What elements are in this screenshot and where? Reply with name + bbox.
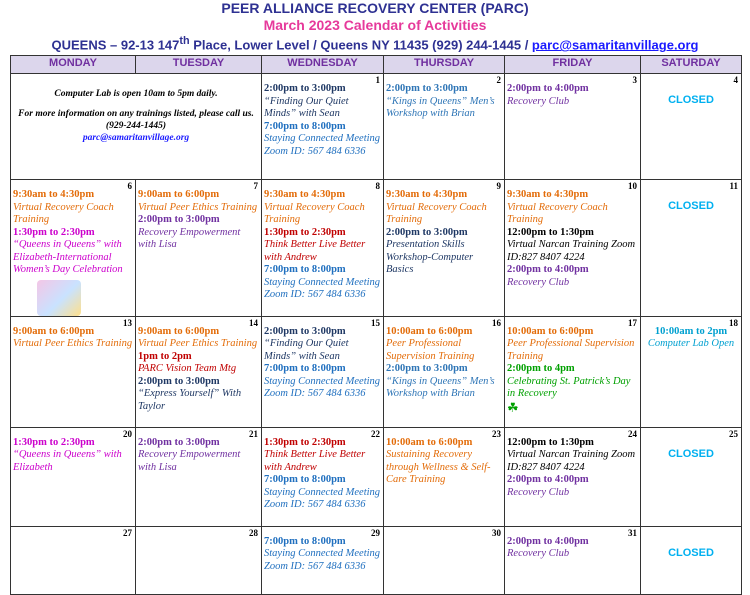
- event: [507, 474, 638, 499]
- day-number: 14: [249, 317, 258, 328]
- event-time: 10:00am to 6:00pm: [386, 325, 473, 337]
- celebration-image: [37, 280, 81, 316]
- weekday-header-row: [11, 56, 742, 74]
- event: [264, 189, 381, 227]
- day-number: 15: [371, 317, 380, 328]
- day-number: 8: [375, 181, 380, 191]
- event-title: “Kings in Queens” Men’s Workshop with Brian: [386, 375, 495, 399]
- day-number: 7: [253, 181, 258, 191]
- day-number: 28: [249, 527, 258, 538]
- event-title: Staying Connected Meeting Zoom ID: 567 484 6336: [264, 276, 381, 300]
- event-title: “Queens in Queens” with Elizabeth-International Women’s Day Celebration: [13, 239, 123, 275]
- event-title: Presentation Skills Workshop-Computer Basics: [386, 239, 474, 275]
- event: [507, 437, 638, 475]
- event-time: 2:00pm to 4:00pm: [507, 264, 589, 275]
- event: [13, 189, 133, 227]
- event-title: Recovery Club: [507, 95, 570, 107]
- event: [138, 351, 259, 376]
- event: [507, 363, 638, 401]
- event-time: 1:30pm to 2:30pm: [13, 436, 95, 448]
- event-title: Staying Connected Meeting Zoom ID: 567 484 6336: [264, 548, 381, 572]
- event-time: 10:00am to 2pm: [654, 325, 728, 337]
- event-title: Virtual Recovery Coach Training: [264, 201, 365, 225]
- event: [138, 437, 259, 475]
- event-title: Staying Connected Meeting Zoom ID: 567 484 6336: [264, 133, 381, 157]
- day-cell: [384, 427, 505, 526]
- event-title: Recovery Empowerment with Lisa: [138, 449, 241, 473]
- event-title: Virtual Narcan Training Zoom ID:827 8407 4224: [507, 239, 636, 263]
- day-number: 30: [492, 527, 501, 538]
- event-time: 7:00pm to 8:00pm: [264, 474, 346, 485]
- event: [643, 326, 739, 351]
- day-number: 21: [249, 428, 258, 439]
- event-time: 2:00pm to 3:00pm: [386, 226, 468, 238]
- day-number: 24: [628, 428, 637, 439]
- day-saturday: SATURDAY: [641, 56, 742, 74]
- event-time: 9:30am to 4:30pm: [386, 189, 468, 200]
- event-time: 9:30am to 4:30pm: [507, 189, 589, 200]
- phone-text: (929-244-1445): [105, 121, 167, 131]
- event-title: Computer Lab Open: [647, 338, 735, 349]
- event-title: “Finding Our Quiet Minds” with Sean: [264, 338, 349, 362]
- day-tuesday: TUESDAY: [136, 56, 262, 74]
- day-number: 18: [729, 317, 738, 328]
- day-cell: [262, 180, 384, 317]
- event-time: 9:00am to 6:00pm: [138, 325, 220, 337]
- day-cell: [384, 180, 505, 317]
- day-cell: [505, 316, 641, 427]
- event-title: Virtual Recovery Coach Training: [13, 201, 114, 225]
- event-time: 7:00pm to 8:00pm: [264, 535, 346, 547]
- day-friday: FRIDAY: [505, 56, 641, 74]
- day-cell: [136, 526, 262, 594]
- shamrock-icon: ☘: [507, 399, 519, 415]
- event-title: Think Better Live Better with Andrew: [264, 239, 366, 263]
- address-part: QUEENS – 92-13 147: [51, 37, 180, 53]
- event-time: 2:00pm to 3:00pm: [264, 83, 346, 94]
- event-title: Recovery Empowerment with Lisa: [138, 226, 241, 250]
- event: [264, 474, 381, 512]
- week-row: [11, 526, 742, 594]
- day-cell: [262, 427, 384, 526]
- event-title: Recovery Club: [507, 548, 570, 559]
- event: [13, 437, 133, 475]
- event-title: Peer Professional Supervision Training: [386, 338, 475, 362]
- event-title: Virtual Recovery Coach Training: [386, 201, 487, 225]
- event: [264, 437, 381, 475]
- event-time: 2:00pm to 3:00pm: [138, 214, 220, 225]
- event: [264, 326, 381, 364]
- event-time: 2:00pm to 3:00pm: [264, 325, 346, 337]
- event: [13, 227, 133, 277]
- day-cell: [505, 427, 641, 526]
- day-cell: [505, 180, 641, 317]
- event-time: 7:00pm to 8:00pm: [264, 363, 346, 374]
- day-cell: [384, 74, 505, 180]
- day-number: 11: [729, 181, 738, 191]
- calendar-title: March 2023 Calendar of Activities: [263, 17, 487, 33]
- day-number: 6: [127, 181, 132, 191]
- event-time: 2:00pm to 4pm: [507, 363, 575, 374]
- event: [264, 536, 381, 574]
- event-time: 9:30am to 4:30pm: [264, 189, 346, 200]
- event: [507, 189, 638, 227]
- day-cell: [384, 526, 505, 594]
- event-title: Think Better Live Better with Andrew: [264, 449, 366, 473]
- day-thursday: THURSDAY: [384, 56, 505, 74]
- event-title: “Finding Our Quiet Minds” with Sean: [264, 95, 349, 119]
- week-row: [11, 74, 742, 180]
- event-title: Recovery Club: [507, 276, 570, 288]
- day-number: 25: [729, 428, 738, 439]
- day-cell: [641, 180, 742, 317]
- day-cell: [136, 427, 262, 526]
- event: [507, 227, 638, 265]
- event: [386, 227, 502, 277]
- day-number: 9: [496, 181, 501, 191]
- day-cell: [641, 316, 742, 427]
- event-title: Virtual Narcan Training Zoom ID:827 8407 4224: [507, 449, 636, 473]
- event-time: 2:00pm to 4:00pm: [507, 474, 589, 485]
- event-time: 9:00am to 6:00pm: [138, 189, 220, 200]
- event-time: 7:00pm to 8:00pm: [264, 264, 346, 275]
- day-cell: [262, 316, 384, 427]
- email-link[interactable]: parc@samaritanvillage.org: [531, 37, 699, 53]
- day-cell: [11, 180, 136, 317]
- event-time: 2:00pm to 3:00pm: [386, 83, 468, 94]
- day-number: 10: [628, 181, 637, 191]
- address-part-2: Place, Lower Level / Queens NY 11435 (929) 244-1445 /: [189, 37, 532, 53]
- day-cell: [11, 427, 136, 526]
- event-title: Virtual Recovery Coach Training: [507, 201, 608, 225]
- day-number: 22: [371, 428, 380, 439]
- closed-label: CLOSED: [668, 200, 714, 212]
- org-name: PEER ALLIANCE RECOVERY CENTER (PARC): [221, 0, 529, 16]
- day-number: 20: [123, 428, 132, 439]
- event-title: Virtual Peer Ethics Training: [13, 338, 133, 349]
- day-number: 1: [375, 75, 380, 85]
- day-number: 13: [123, 317, 132, 328]
- day-cell: [136, 180, 262, 317]
- event: [138, 326, 259, 351]
- event-time: 1pm to 2pm: [138, 350, 192, 362]
- event-time: 12:00pm to 1:30pm: [507, 436, 594, 448]
- event-title: “Queens in Queens” with Elizabeth: [13, 449, 122, 473]
- event-time: 1:30pm to 2:30pm: [264, 226, 346, 238]
- calendar-grid: [10, 55, 742, 595]
- day-cell: [641, 526, 742, 594]
- note-email-link[interactable]: parc@samaritanvillage.org: [82, 133, 190, 143]
- info-text: For more information on any trainings listed, please call us.: [18, 109, 254, 119]
- event-time: 2:00pm to 4:00pm: [507, 535, 589, 547]
- closed-label: CLOSED: [668, 94, 714, 106]
- event: [386, 326, 502, 364]
- event: [507, 536, 638, 561]
- event: [386, 189, 502, 227]
- event: [507, 264, 638, 289]
- event: [507, 326, 638, 364]
- week-row: [11, 180, 742, 317]
- event: [264, 83, 381, 121]
- event-time: 9:30am to 4:30pm: [13, 189, 95, 200]
- address-sup: th: [179, 35, 190, 47]
- event-time: 2:00pm to 3:00pm: [138, 436, 220, 448]
- day-cell: [262, 74, 384, 180]
- address-line: [0, 33, 750, 53]
- event: [386, 83, 502, 121]
- event-time: 2:00pm to 4:00pm: [507, 83, 589, 94]
- event-time: 2:00pm to 3:00pm: [386, 363, 468, 374]
- event: [386, 437, 502, 487]
- event: [264, 363, 381, 401]
- event: [138, 376, 259, 414]
- day-cell: [641, 427, 742, 526]
- day-cell: [641, 74, 742, 180]
- day-cell: [136, 316, 262, 427]
- event-title: Staying Connected Meeting Zoom ID: 567 484 6336: [264, 375, 381, 399]
- event-time: 9:00am to 6:00pm: [13, 325, 95, 337]
- event-time: 1:30pm to 2:30pm: [13, 226, 95, 238]
- day-number: 2: [496, 75, 501, 85]
- event-title: Recovery Club: [507, 486, 570, 498]
- day-cell: [505, 74, 641, 180]
- event-title: “Kings in Queens” Men’s Workshop with Brian: [386, 95, 495, 119]
- day-cell: [11, 316, 136, 427]
- event-title: “Express Yourself” With Taylor: [138, 388, 242, 412]
- day-number: 27: [123, 527, 132, 538]
- day-number: 16: [492, 317, 501, 328]
- event-title: Staying Connected Meeting Zoom ID: 567 484 6336: [264, 486, 381, 510]
- day-number: 3: [632, 75, 637, 85]
- day-cell: [505, 526, 641, 594]
- event: [264, 227, 381, 265]
- day-cell: [384, 316, 505, 427]
- day-number: 17: [628, 317, 637, 328]
- day-cell: [11, 526, 136, 594]
- event-title: Virtual Peer Ethics Training: [138, 338, 258, 349]
- closed-label: CLOSED: [668, 546, 714, 559]
- event-title: PARC Vision Team Mtg: [138, 363, 237, 374]
- day-number: 4: [733, 75, 738, 85]
- event-time: 10:00am to 6:00pm: [386, 436, 473, 448]
- event-time: 1:30pm to 2:30pm: [264, 436, 346, 448]
- event-time: 10:00am to 6:00pm: [507, 325, 594, 337]
- week-row: [11, 427, 742, 526]
- event: [264, 264, 381, 302]
- day-number: 23: [492, 428, 501, 439]
- event-time: 7:00pm to 8:00pm: [264, 120, 346, 132]
- info-note: [11, 74, 262, 180]
- event-title: Virtual Peer Ethics Training: [138, 201, 258, 213]
- event-time: 12:00pm to 1:30pm: [507, 226, 594, 238]
- day-number: 31: [628, 527, 637, 538]
- event-title: Sustaining Recovery through Wellness & Self-Care Training: [386, 449, 491, 485]
- event-title: Celebrating St. Patrick’s Day in Recovery: [507, 375, 631, 399]
- event: [13, 326, 133, 351]
- event-time: 2:00pm to 3:00pm: [138, 375, 220, 387]
- event: [507, 83, 638, 108]
- event: [386, 363, 502, 401]
- event: [138, 214, 259, 252]
- closed-label: CLOSED: [668, 447, 714, 460]
- day-wednesday: WEDNESDAY: [262, 56, 384, 74]
- lab-hours-text: Computer Lab is open 10am to 5pm daily.: [54, 89, 218, 99]
- event: [138, 189, 259, 214]
- day-number: 29: [371, 527, 380, 538]
- event-title: Peer Professional Supervision Training: [507, 338, 635, 362]
- week-row: [11, 316, 742, 427]
- event: [264, 121, 381, 159]
- page-header: [0, 0, 750, 53]
- day-cell: [262, 526, 384, 594]
- day-monday: MONDAY: [11, 56, 136, 74]
